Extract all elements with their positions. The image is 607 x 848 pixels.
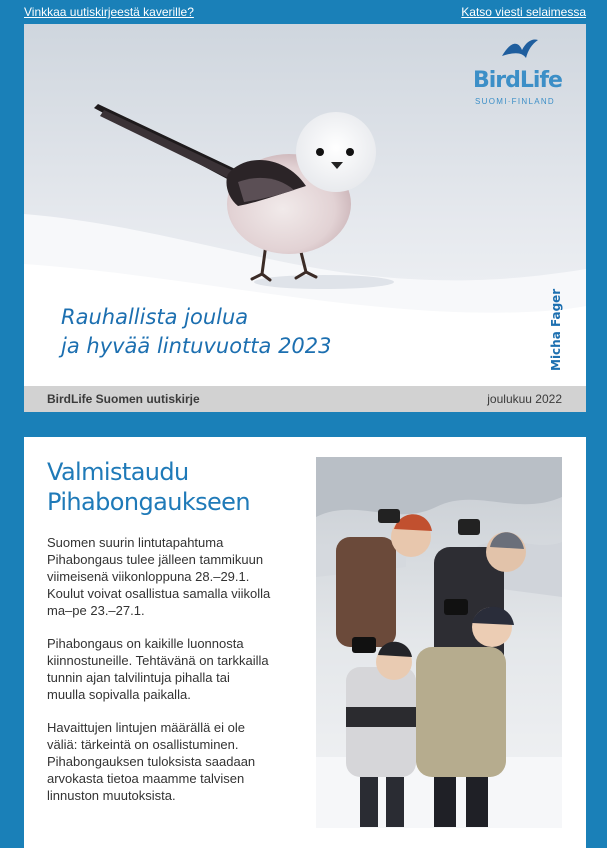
children-with-binoculars-image (316, 457, 562, 828)
paragraph-line: muulla sopivalla paikalla. (47, 687, 191, 702)
paragraph-line: Koulut voivat osallistua samalla viikolla (47, 586, 271, 601)
hero-greeting (61, 303, 332, 361)
top-bar (0, 0, 607, 24)
paragraph-line: Pihabongauksen tuloksista saadaan (47, 754, 256, 769)
paragraph-line: Pihabongaus on kaikille luonnosta (47, 636, 244, 651)
bird-icon (500, 36, 540, 66)
newsletter-name: BirdLife Suomen uutiskirje (47, 392, 200, 406)
view-in-browser-link[interactable]: Katso viesti selaimessa (461, 5, 586, 19)
birdlife-logo[interactable] (470, 34, 574, 114)
article-paragraph-1 (47, 534, 309, 619)
article-paragraph-2 (47, 635, 309, 703)
article-title-line-2: Pihabongaukseen (47, 488, 250, 516)
paragraph-line: tunnin ajan talvilintuja pihalla tai (47, 670, 230, 685)
logo-subtitle: SUOMI·FINLAND (475, 97, 556, 106)
paragraph-line: arvokasta tietoa maamme talvisen (47, 771, 245, 786)
paragraph-line: väliä: tärkeintä on osallistuminen. (47, 737, 239, 752)
photo-credit: Micha Fager (549, 288, 563, 371)
paragraph-line: linnuston muutoksista. (47, 788, 176, 803)
share-newsletter-link[interactable]: Vinkkaa uutiskirjeestä kaverille? (24, 5, 194, 19)
article-title-line-1: Valmistaudu (47, 458, 189, 486)
paragraph-line: ma–pe 23.–27.1. (47, 603, 145, 618)
article-card (24, 437, 586, 848)
paragraph-line: Pihabongaus tulee jälleen tammikuun (47, 552, 264, 567)
hero-greeting-line-1: Rauhallista joulua (61, 305, 249, 329)
article-title[interactable] (47, 457, 297, 517)
paragraph-line: Suomen suurin lintutapahtuma (47, 535, 224, 550)
hero-greeting-line-2: ja hyvää lintuvuotta 2023 (61, 334, 332, 358)
paragraph-line: Havaittujen lintujen määrällä ei ole (47, 720, 246, 735)
children-birdwatching-photo[interactable] (316, 457, 562, 828)
hero-image (24, 24, 586, 386)
paragraph-line: viimeisenä viikonloppuna 28.–29.1. (47, 569, 250, 584)
logo-wordmark: BirdLife (473, 68, 562, 93)
issue-date: joulukuu 2022 (487, 392, 562, 406)
article-paragraph-3 (47, 719, 309, 804)
paragraph-line: kiinnostuneille. Tehtävänä on tarkkailla (47, 653, 269, 668)
newsletter-banner (24, 386, 586, 412)
